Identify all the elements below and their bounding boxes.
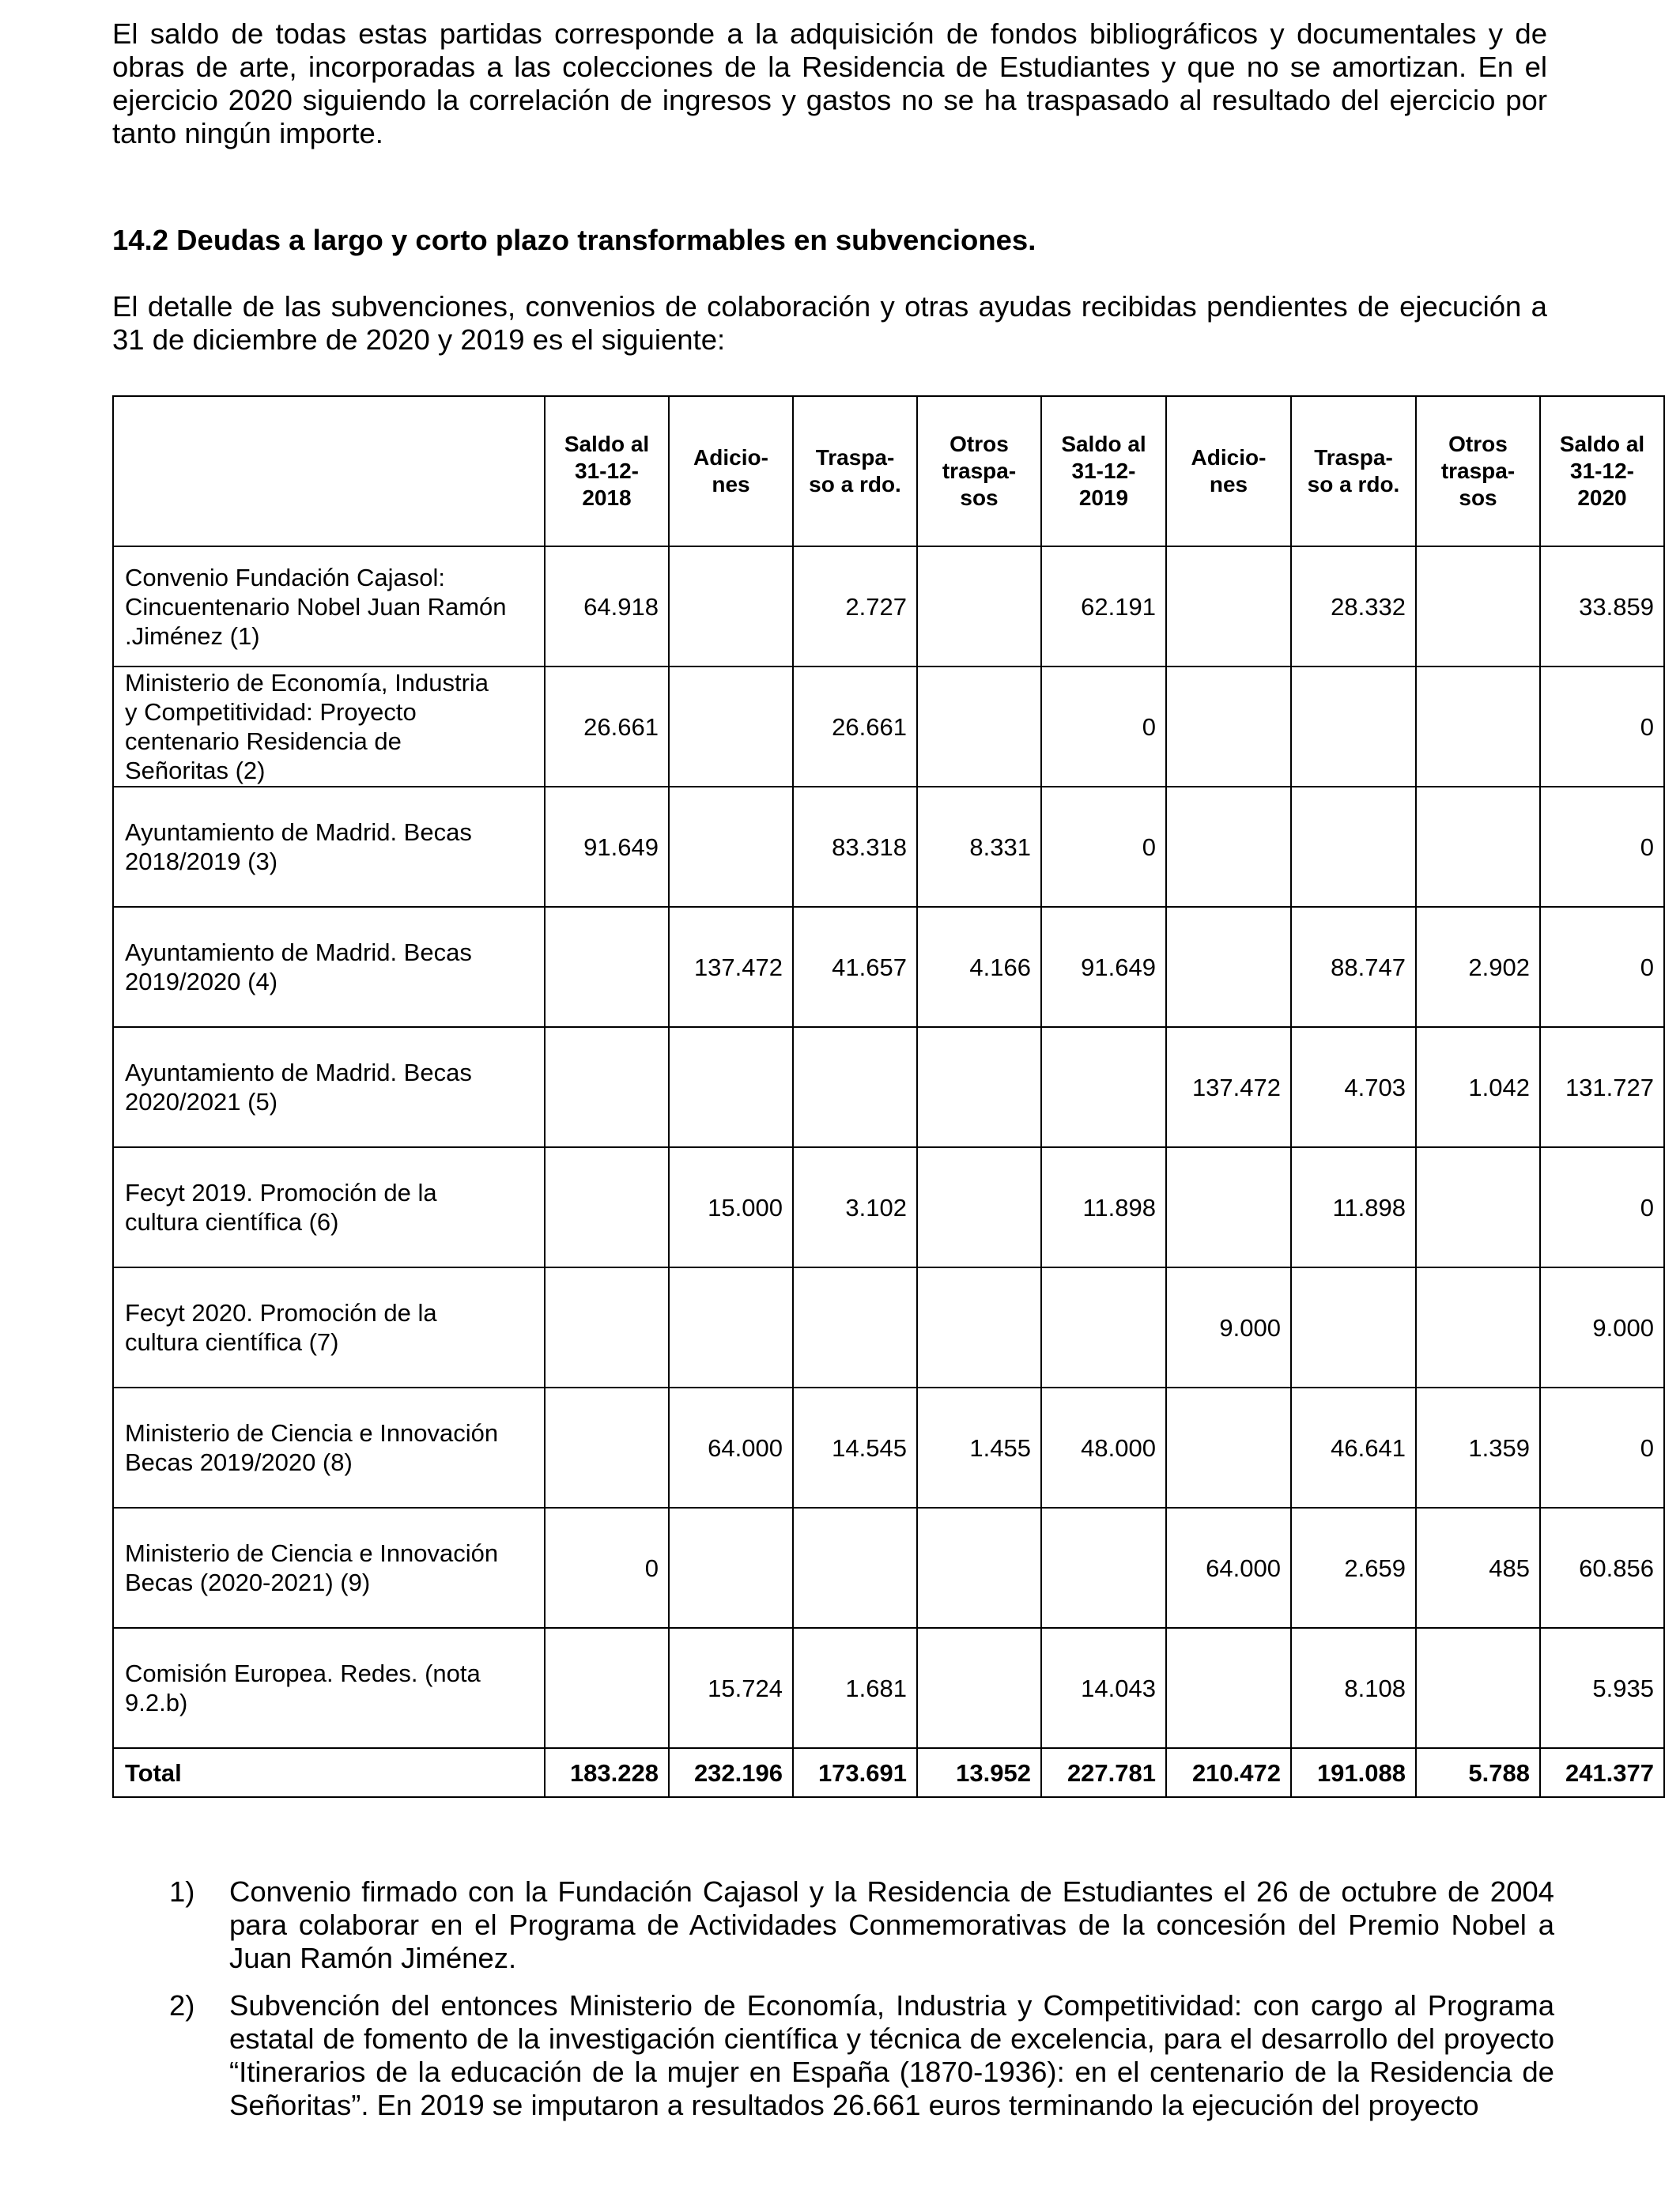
table-cell	[917, 667, 1041, 787]
table-row	[113, 1508, 1664, 1628]
table-cell: 60.856	[1540, 1508, 1664, 1628]
table-cell: 2.902	[1416, 907, 1540, 1027]
row-label-line: cultura científica (6)	[125, 1208, 339, 1236]
table-cell	[669, 667, 793, 787]
row-label-line: Ministerio de Economía, Industria	[125, 669, 489, 697]
table-cell: 2.659	[1291, 1508, 1416, 1628]
table-cell	[793, 1027, 917, 1147]
table-cell: 2.727	[793, 546, 917, 667]
row-label	[113, 787, 545, 907]
table-cell: 9.000	[1540, 1267, 1664, 1388]
section-paragraph: El detalle de las subvenciones, convenios de colaboración y otras ayudas recibidas pendientes de ejecución a 31 de diciembre de 2020 y 2019 es el siguiente:	[112, 290, 1547, 356]
table-cell	[545, 1027, 669, 1147]
table-cell	[1416, 667, 1540, 787]
table-cell	[545, 1388, 669, 1508]
table-cell: 88.747	[1291, 907, 1416, 1027]
row-label	[113, 667, 545, 787]
row-label-line: Ayuntamiento de Madrid. Becas	[125, 818, 472, 846]
column-header	[1540, 396, 1664, 546]
table-cell	[1416, 1267, 1540, 1388]
row-label	[113, 546, 545, 667]
row-label-line: Comisión Europea. Redes. (nota	[125, 1660, 481, 1687]
table-cell	[669, 1027, 793, 1147]
column-header	[669, 396, 793, 546]
row-label-line: Fecyt 2020. Promoción de la	[125, 1299, 437, 1327]
total-cell: 5.788	[1416, 1748, 1540, 1797]
footnote-number: 2)	[169, 1989, 195, 2022]
total-cell: 210.472	[1166, 1748, 1291, 1797]
table-cell: 1.042	[1416, 1027, 1540, 1147]
table-cell: 4.703	[1291, 1027, 1416, 1147]
column-header-line: 2019	[1078, 485, 1129, 510]
column-header-line: so a rdo.	[809, 472, 901, 497]
column-header-line: Traspa-	[815, 445, 895, 470]
column-header-line: 31-12-	[1071, 459, 1136, 483]
table-row	[113, 907, 1664, 1027]
row-label-line: Becas 2019/2020 (8)	[125, 1448, 353, 1476]
row-label-line: Ministerio de Ciencia e Innovación	[125, 1419, 499, 1447]
table-cell: 8.108	[1291, 1628, 1416, 1748]
table-cell: 1.455	[917, 1388, 1041, 1508]
row-label-line: 2018/2019 (3)	[125, 848, 278, 875]
column-header-line: Saldo al	[564, 432, 650, 456]
table-cell	[545, 907, 669, 1027]
column-header-line: so a rdo.	[1307, 472, 1400, 497]
table-cell	[1041, 1508, 1166, 1628]
row-label-line: 9.2.b)	[125, 1689, 188, 1716]
table-cell: 91.649	[545, 787, 669, 907]
row-label-line: 2020/2021 (5)	[125, 1088, 278, 1116]
table-cell	[1291, 787, 1416, 907]
column-header-line: nes	[1209, 472, 1248, 497]
table-cell: 28.332	[1291, 546, 1416, 667]
table-cell: 46.641	[1291, 1388, 1416, 1508]
table-cell	[1166, 907, 1291, 1027]
total-cell: 227.781	[1041, 1748, 1166, 1797]
row-label	[113, 907, 545, 1027]
table-row	[113, 1267, 1664, 1388]
table-cell: 0	[1041, 667, 1166, 787]
row-label-line: Convenio Fundación Cajasol:	[125, 563, 445, 591]
row-label-line: y Competitividad: Proyecto	[125, 698, 417, 726]
table-cell	[1416, 787, 1540, 907]
row-label	[113, 1388, 545, 1508]
table-cell	[1041, 1267, 1166, 1388]
table-cell	[917, 1267, 1041, 1388]
row-label	[113, 1267, 545, 1388]
row-label-line: centenario Residencia de	[125, 727, 402, 755]
table-cell: 26.661	[793, 667, 917, 787]
total-row	[113, 1748, 1664, 1797]
table-cell: 62.191	[1041, 546, 1166, 667]
footnote-item	[112, 1989, 1554, 2122]
column-header-line: Otros	[1448, 432, 1508, 456]
column-header-line: 2018	[582, 485, 632, 510]
table-cell: 1.681	[793, 1628, 917, 1748]
total-cell: 232.196	[669, 1748, 793, 1797]
row-label	[113, 1147, 545, 1267]
table-cell: 1.359	[1416, 1388, 1540, 1508]
table-cell	[1166, 787, 1291, 907]
table-row	[113, 546, 1664, 667]
table-cell	[917, 546, 1041, 667]
column-header	[1041, 396, 1166, 546]
table-cell: 14.043	[1041, 1628, 1166, 1748]
column-header-line: nes	[712, 472, 750, 497]
table-cell: 26.661	[545, 667, 669, 787]
row-label-line: .Jiménez (1)	[125, 621, 260, 650]
section-heading: 14.2 Deudas a largo y corto plazo transformables en subvenciones.	[112, 224, 1036, 256]
table-cell	[1416, 1628, 1540, 1748]
table-cell: 11.898	[1041, 1147, 1166, 1267]
table-row	[113, 1147, 1664, 1267]
table-cell: 41.657	[793, 907, 917, 1027]
row-label-line: Ministerio de Ciencia e Innovación	[125, 1539, 499, 1567]
row-label-line: Señoritas (2)	[125, 757, 266, 784]
table-cell: 9.000	[1166, 1267, 1291, 1388]
table-cell	[669, 787, 793, 907]
table-cell: 64.000	[669, 1388, 793, 1508]
column-header-line: traspa-	[1440, 459, 1516, 483]
column-header-line: sos	[960, 485, 999, 510]
footnote-number: 1)	[169, 1875, 195, 1908]
row-label-line: Becas (2020-2021) (9)	[125, 1569, 371, 1596]
table-cell: 83.318	[793, 787, 917, 907]
table-row	[113, 1628, 1664, 1748]
column-header-line: Traspa-	[1314, 445, 1393, 470]
column-header-line: 2020	[1577, 485, 1627, 510]
column-header-line: traspa-	[942, 459, 1017, 483]
footnote-text: Subvención del entonces Ministerio de Economía, Industria y Competitividad: con cargo al Programa estatal de fomento de la investigación científica y técnica de excelencia, para el desarrollo del proyecto “Itinerarios de la educación de la mujer en España (1870-1936): en el centenario de la Residencia de Señoritas”. En 2019 se imputaron a resultados 26.661 euros terminando la ejecución del proyecto	[229, 1989, 1554, 2121]
table-cell: 15.000	[669, 1147, 793, 1267]
table-cell	[917, 1147, 1041, 1267]
table-cell	[917, 1508, 1041, 1628]
column-header-line: Adicio-	[1191, 445, 1267, 470]
table-cell: 0	[1540, 1388, 1664, 1508]
total-cell: 13.952	[917, 1748, 1041, 1797]
row-label-line: Ayuntamiento de Madrid. Becas	[125, 1059, 472, 1086]
table-cell: 11.898	[1291, 1147, 1416, 1267]
table-row	[113, 1388, 1664, 1508]
table-cell: 0	[545, 1508, 669, 1628]
column-header-line: Saldo al	[1559, 432, 1645, 456]
table-cell	[669, 1267, 793, 1388]
column-header-line: 31-12-	[1570, 459, 1634, 483]
table-cell	[1041, 1027, 1166, 1147]
table-cell	[917, 1027, 1041, 1147]
row-label	[113, 1628, 545, 1748]
table-cell: 15.724	[669, 1628, 793, 1748]
column-header	[793, 396, 917, 546]
table-cell: 0	[1540, 787, 1664, 907]
table-cell	[1416, 546, 1540, 667]
column-header	[545, 396, 669, 546]
total-label: Total	[113, 1748, 545, 1797]
table-cell: 48.000	[1041, 1388, 1166, 1508]
table-cell	[669, 1508, 793, 1628]
column-header-line: Otros	[949, 432, 1009, 456]
footnotes	[112, 1875, 1554, 2136]
table-cell	[1416, 1147, 1540, 1267]
table-cell	[1291, 667, 1416, 787]
column-header	[1166, 396, 1291, 546]
column-header	[1291, 396, 1416, 546]
table-cell	[545, 1628, 669, 1748]
column-header-line: 31-12-	[575, 459, 639, 483]
intro-paragraph: El saldo de todas estas partidas corresponde a la adquisición de fondos bibliográficos y documentales y de obras de arte, incorporadas a las colecciones de la Residencia de Estudiantes y que no se amortizan. En el ejercicio 2020 siguiendo la correlación de ingresos y gastos no se ha traspasado al resultado del ejercicio por tanto ningún importe.	[112, 17, 1547, 149]
footnote-text: Convenio firmado con la Fundación Cajasol y la Residencia de Estudiantes el 26 de octubre de 2004 para colaborar en el Programa de Actividades Conmemorativas de la concesión del Premio Nobel a Juan Ramón Jiménez.	[229, 1875, 1554, 1974]
table-cell	[917, 1628, 1041, 1748]
table-cell: 137.472	[1166, 1027, 1291, 1147]
table-cell: 0	[1540, 667, 1664, 787]
total-cell: 191.088	[1291, 1748, 1416, 1797]
table-cell	[669, 546, 793, 667]
table-cell	[1291, 1267, 1416, 1388]
column-header	[917, 396, 1041, 546]
table-row	[113, 787, 1664, 907]
table-cell	[1166, 1388, 1291, 1508]
table-cell: 33.859	[1540, 546, 1664, 667]
table-cell: 64.000	[1166, 1508, 1291, 1628]
footnote-item	[112, 1875, 1554, 1975]
row-label-line: Fecyt 2019. Promoción de la	[125, 1179, 437, 1207]
table-cell: 0	[1540, 907, 1664, 1027]
table-cell: 4.166	[917, 907, 1041, 1027]
table-cell: 91.649	[1041, 907, 1166, 1027]
table-cell: 3.102	[793, 1147, 917, 1267]
row-label	[113, 1027, 545, 1147]
table-cell	[1166, 667, 1291, 787]
table-cell	[793, 1508, 917, 1628]
row-label-line: cultura científica (7)	[125, 1328, 339, 1356]
total-cell: 173.691	[793, 1748, 917, 1797]
table-cell	[545, 1147, 669, 1267]
row-label-line: 2019/2020 (4)	[125, 968, 278, 995]
table-cell	[1166, 1147, 1291, 1267]
table-cell: 137.472	[669, 907, 793, 1027]
table-cell: 64.918	[545, 546, 669, 667]
table-cell	[1166, 546, 1291, 667]
table-cell: 8.331	[917, 787, 1041, 907]
table-row	[113, 1027, 1664, 1147]
table-cell: 5.935	[1540, 1628, 1664, 1748]
column-header-line: Adicio-	[693, 445, 768, 470]
table-cell	[793, 1267, 917, 1388]
table-cell: 131.727	[1540, 1027, 1664, 1147]
table-cell: 0	[1540, 1147, 1664, 1267]
column-header-line: Saldo al	[1061, 432, 1146, 456]
total-cell: 183.228	[545, 1748, 669, 1797]
column-header	[1416, 396, 1540, 546]
table-cell	[1166, 1628, 1291, 1748]
subsidies-table	[112, 395, 1665, 1798]
table-cell: 0	[1041, 787, 1166, 907]
row-label-line: Ayuntamiento de Madrid. Becas	[125, 938, 472, 966]
table-cell: 485	[1416, 1508, 1540, 1628]
column-header-line: sos	[1459, 485, 1497, 510]
table-cell: 14.545	[793, 1388, 917, 1508]
table-row	[113, 667, 1664, 787]
header-empty-cell	[113, 396, 545, 546]
row-label-line: Cincuentenario Nobel Juan Ramón	[125, 592, 507, 621]
row-label	[113, 1508, 545, 1628]
table-cell	[545, 1267, 669, 1388]
table-header-row	[113, 396, 1664, 546]
total-cell: 241.377	[1540, 1748, 1664, 1797]
